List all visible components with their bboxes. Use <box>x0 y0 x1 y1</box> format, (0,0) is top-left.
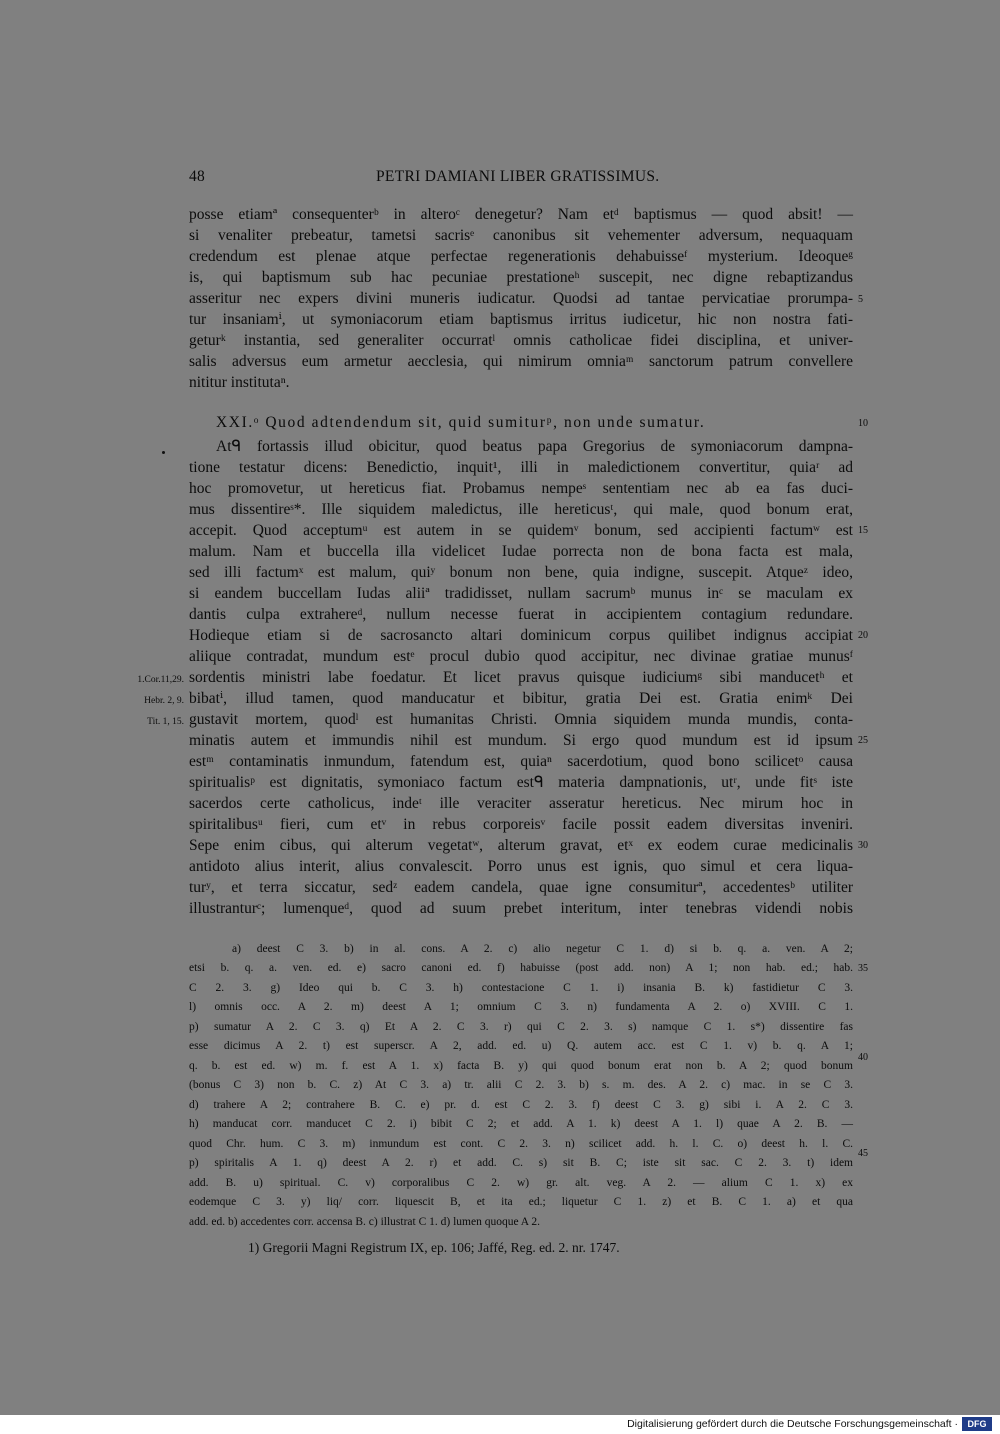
text-line: hoc promovetur, ut hereticus fiat. Probamus nempeˢ sententiam nec ab ea fas duci- <box>189 480 853 497</box>
text-line: mus dissentireˢ*. Ille siquidem maledictus, ille hereticusᵗ, qui male, quod bonum erat, <box>189 501 853 518</box>
apparatus-line: etsi b. q. a. ven. ed. e) sacro canoni ed. f) habuisse (post add. non) A 1; non hab. ed.; hab. <box>189 962 853 974</box>
text-line: Atᑫ fortassis illud obicitur, quod beatus papa Gregorius de symoniacorum dampna- <box>216 438 853 455</box>
line-number: 45 <box>858 1148 868 1159</box>
line-number: 15 <box>858 525 868 536</box>
text-line: tione testatur dicens: Benedictio, inquit¹, illi in maledictionem convertitur, quiaʳ ad <box>189 459 853 476</box>
apparatus-line: d) trahere A 2; contrahere B. C. e) pr. d. est C 2. 3. f) deest C 3. g) sibi i. A 2. C 3. <box>189 1099 853 1111</box>
apparatus-line: eodemque C 3. y) liq/ corr. liquescit B, et ita ed.; liquetur C 1. z) et B. C 1. a) et qua <box>189 1196 853 1208</box>
text-line: si venaliter prebeatur, tametsi sacrisᵉ canonibus sit vehementer adversum, nequaquam <box>189 227 853 244</box>
funding-credit: Digitalisierung gefördert durch die Deutsche Forschungsgemeinschaft · <box>627 1418 958 1430</box>
apparatus-line: quod Chr. hum. C 3. m) inmundum est cont. C 2. 3. n) scilicet add. h. l. C. o) deest h. l. C. <box>189 1138 853 1150</box>
apparatus-line: C 2. 3. g) Ideo qui b. C 3. h) contestacione C 1. i) insania B. k) fastidietur C 3. <box>189 982 853 994</box>
text-line: minatis autem et immundis nihil est mundum. Si ergo quod mundum est id ipsum <box>189 732 853 749</box>
text-line: sacerdos certe catholicus, indeᵗ ille veraciter asseratur hereticus. Nec mirum hoc in <box>189 795 853 812</box>
line-number: 10 <box>858 418 868 429</box>
text-line: is, qui baptismum sub hac pecuniae prestationeʰ suscepit, nec digne rebaptizandus <box>189 269 853 286</box>
text-line: nititur institutaⁿ. <box>189 374 290 391</box>
section-heading: XXI.ᵒ Quod adtendendum sit, quid sumiturᵖ, non unde sumatur. <box>216 414 706 431</box>
margin-reference: Tit. 1, 15. <box>147 717 184 727</box>
text-line: posse etiamª consequenterᵇ in alteroᶜ denegetur? Nam etᵈ baptismus — quod absit! — <box>189 206 853 223</box>
text-line: illustranturᶜ; lumenqueᵈ, quod ad suum prebet interitum, inter tenebras videndi nobis <box>189 900 853 917</box>
text-line: estᵐ contaminatis inmundum, fatendum est, quiaⁿ sacerdotium, quod bono scilicetᵒ causa <box>189 753 853 770</box>
text-line: antidoto alius interit, alius convalescit. Porro unus est ignis, quo simul et cera liqua- <box>189 858 853 875</box>
text-line: sed illi factumˣ est malum, quiʸ bonum non bene, quia indigne, suscepit. Atqueᶻ ideo, <box>189 564 853 581</box>
line-number: 35 <box>858 963 868 974</box>
text-line: si eandem buccellam Iudas aliiª tradidisset, nullam sacrumᵇ munus inᶜ se maculam ex <box>189 585 853 602</box>
text-line: tur insaniamⁱ, ut symoniacorum etiam baptismus irritus iudicetur, hic non nostra fati- <box>189 311 853 328</box>
text-line: dantis culpa extrahereᵈ, nullum necesse fuerat in accipientem contagium redundare. <box>189 606 853 623</box>
text-line: geturᵏ instantia, sed generaliter occurratˡ omnis catholicae fidei disciplina, et univer- <box>189 332 853 349</box>
text-line: asseritur nec expers divini muneris iudicatur. Quodsi ad tantae pervicatiae prorumpa- <box>189 290 853 307</box>
apparatus-line: q. b. est ed. w) m. f. est A 1. x) facta B. y) qui quod bonum erat non b. A 2; quod bonum <box>189 1060 853 1072</box>
apparatus-line: a) deest C 3. b) in al. cons. A 2. c) alio negetur C 1. d) si b. q. a. ven. A 2; <box>232 943 853 955</box>
text-line: credendum est plenae atque perfectae regenerationis dehabuisseᶠ mysterium. Ideoqueᵍ <box>189 248 853 265</box>
apparatus-line: (bonus C 3) non b. C. z) At C 3. a) tr. alii C 2. 3. b) s. m. des. A 2. c) mac. in se C 3. <box>189 1079 853 1091</box>
text-line: salis adversus eum armetur aecclesia, qui nimirum omniaᵐ sanctorum patrum convellere <box>189 353 853 370</box>
line-number: 5 <box>858 294 863 305</box>
running-title: PETRI DAMIANI LIBER GRATISSIMUS. <box>376 168 660 185</box>
text-line: aliique contradat, mundum estᵉ procul dubio quod accipitur, nec divinae gratiae munusᶠ <box>189 648 853 665</box>
text-line: Hodieque etiam si de sacrosancto altari dominicum corpus quilibet indignus accipiat <box>189 627 853 644</box>
line-number: 30 <box>858 840 868 851</box>
text-line: malum. Nam et buccella illa videlicet Iudae porrecta non de bona facta est mala, <box>189 543 853 560</box>
apparatus-line: add. B. u) spiritual. C. v) corporalibus C 2. w) gr. alt. veg. A 2. — alium C 1. x) ex <box>189 1177 853 1189</box>
apparatus-line: add. ed. b) accedentes corr. accensa B. c) illustrat C 1. d) lumen quoque A 2. <box>189 1216 540 1228</box>
margin-reference: 1.Cor.11,29. <box>137 675 184 685</box>
text-line: spiritalibusᵘ fieri, cum etᵛ in rebus corporeisᵛ facile possit eadem diversitas inveniri. <box>189 816 853 833</box>
line-number: 40 <box>858 1052 868 1063</box>
text-line: sordentis ministri labe foedatur. Et licet pravus quisque iudiciumᵍ sibi manducetʰ et <box>189 669 853 686</box>
margin-dot <box>162 451 165 454</box>
apparatus-line: esse dicimus A 2. t) est superscr. A 2, add. ed. u) Q. autem acc. est C 1. v) b. q. A 1; <box>189 1040 853 1052</box>
source-footnote: 1) Gregorii Magni Registrum IX, ep. 106; Jaffé, Reg. ed. 2. nr. 1747. <box>248 1240 620 1255</box>
text-line: bibatⁱ, illud tamen, quod manducatur et bibitur, gratia Dei est. Gratia enimᵏ Dei <box>189 690 853 707</box>
line-number: 25 <box>858 735 868 746</box>
page-number: 48 <box>189 168 206 185</box>
text-line: gustavit mortem, quodˡ est humanitas Christi. Omnia siquidem munda mundis, conta- <box>189 711 853 728</box>
line-number: 20 <box>858 630 868 641</box>
text-line: spiritualisᵖ est dignitatis, symoniaco factum estᑫ materia dampnationis, utʳ, unde fitˢ iste <box>189 774 853 791</box>
apparatus-line: p) sumatur A 2. C 3. q) Et A 2. C 3. r) qui C 2. 3. s) namque C 1. s*) dissentire fas <box>189 1021 853 1033</box>
text-line: accepit. Quod acceptumᵘ est autem in se quidemᵛ bonum, sed accipienti factumʷ est <box>189 522 853 539</box>
margin-reference: Hebr. 2, 9. <box>144 696 184 706</box>
apparatus-line: l) omnis occ. A 2. m) deest A 1; omnium C 3. n) fundamenta A 2. o) XVIII. C 1. <box>189 1001 853 1013</box>
dfg-logo-icon: DFG <box>962 1417 992 1431</box>
text-line: Sepe enim cibus, qui alterum vegetatʷ, alterum gravat, etˣ ex eodem curae medicinalis <box>189 837 853 854</box>
text-line: turʸ, et terra siccatur, sedᶻ eadem candela, quae igne consumiturª, accedentesᵇ utiliter <box>189 879 853 896</box>
apparatus-line: p) spiritalis A 1. q) deest A 2. r) et add. C. s) sit B. C; iste sit sac. C 2. 3. t) idem <box>189 1157 853 1169</box>
apparatus-line: h) manducat corr. manducet C 2. i) bibit C 2; et add. A 1. k) deest A 1. l) quae A 2. B. — <box>189 1118 853 1130</box>
